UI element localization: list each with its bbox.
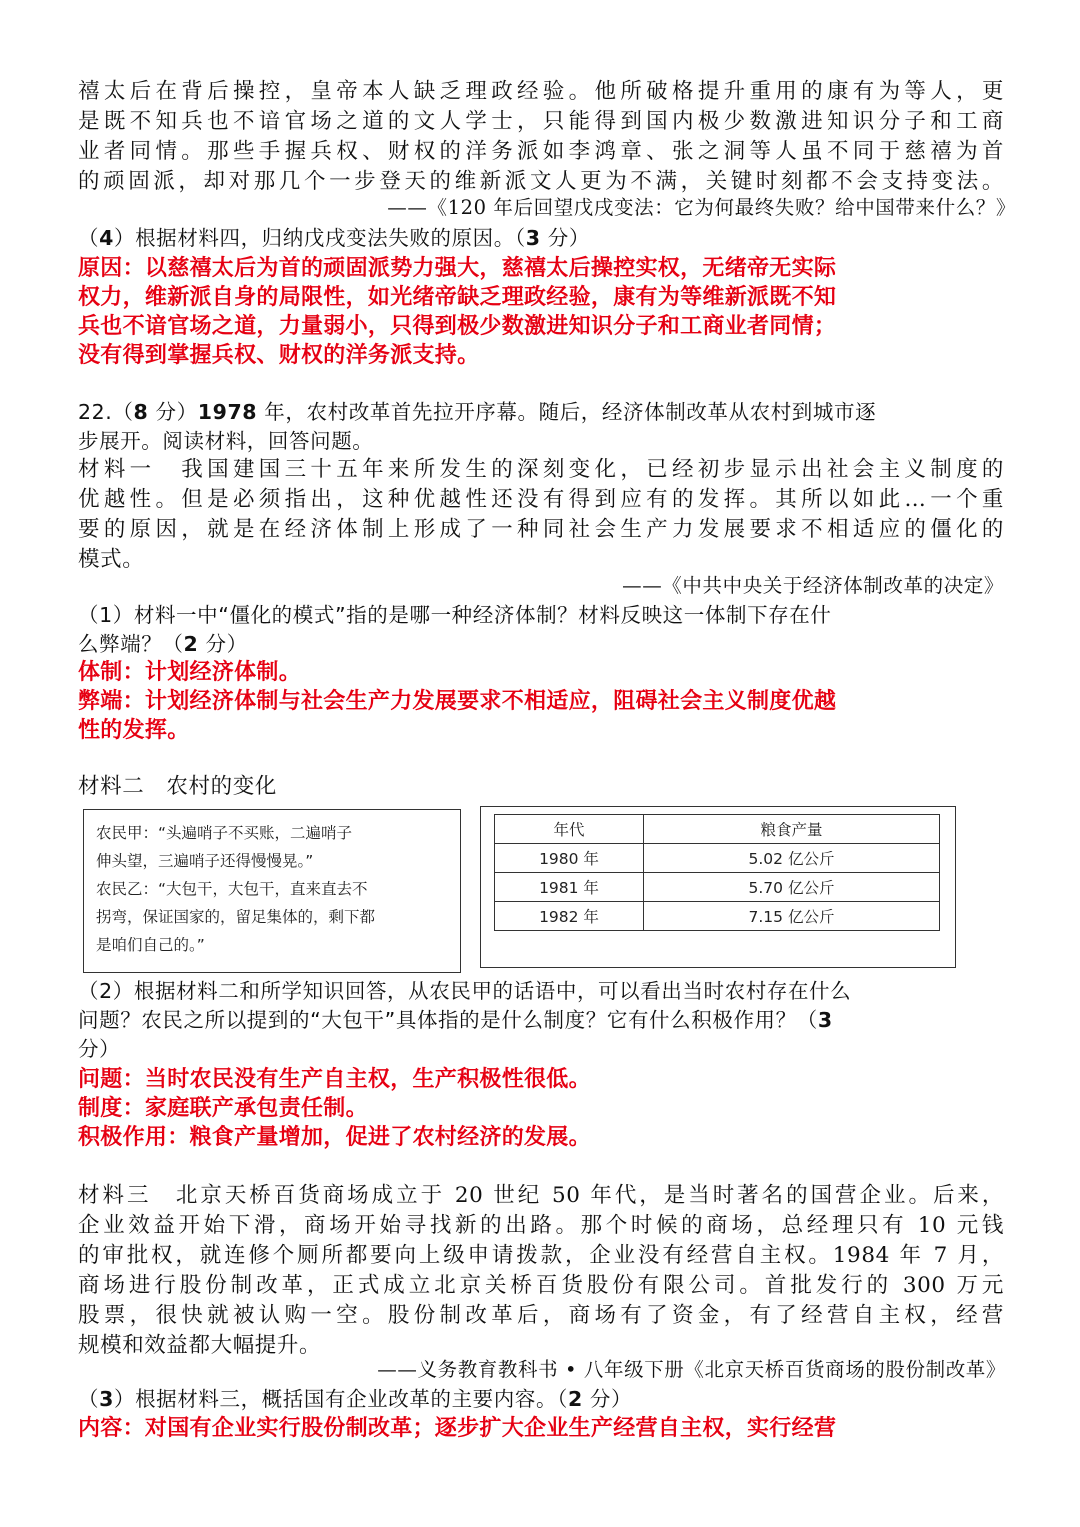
q-year: 1978 [197, 400, 258, 424]
table-cell: 7.15 亿公斤 [644, 902, 940, 931]
answer-22-2 [78, 1065, 1004, 1152]
q-score: 3 [525, 226, 541, 250]
table-cell: 1982 年 [495, 902, 644, 931]
table-row [495, 873, 940, 902]
question-22-2-line3: 分） [78, 1037, 121, 1061]
answer-line: 没有得到掌握兵权、财权的洋务派支持。 [78, 343, 480, 368]
table-cell: 5.70 亿公斤 [644, 873, 940, 902]
answer-22-3 [78, 1414, 1004, 1443]
q-text: ）根据材料四，归纳戊戌变法失败的原因。（ [113, 226, 526, 250]
quote-line: 农民乙：“大包干，大包干，直来直去不 [96, 880, 368, 898]
answer-line: 积极作用：粮食产量增加，促进了农村经济的发展。 [78, 1125, 591, 1150]
table-header-row [495, 815, 940, 844]
q-score: 2 [183, 632, 199, 656]
q-text: 分） [540, 226, 590, 250]
q-text: 分） [582, 1387, 633, 1411]
question-22-1: （1）材料一中“僵化的模式”指的是哪一种经济体制？材料反映这一体制下存在什 [78, 603, 832, 627]
text-line: 企业效益开始下滑，商场开始寻找新的出路。那个时候的商场，总经理只有 10 元钱 [78, 1213, 1004, 1238]
question-22-1-line2 [78, 629, 1004, 659]
answer-line: 兵也不谙官场之道，力量弱小，只得到极少数激进知识分子和工商业者同情； [78, 314, 837, 339]
q-text: 分） [148, 400, 198, 424]
grain-output-table [494, 814, 940, 931]
column-header: 粮食产量 [644, 815, 940, 844]
farmer-quotes-box [83, 809, 461, 973]
question-22-header-line2: 步展开。阅读材料，回答问题。 [78, 429, 374, 453]
question-22-3 [78, 1384, 1004, 1414]
text-line: 业者同情。那些手握兵权、财权的洋务派如李鸿章、张之洞等人虽不同于慈禧为首 [78, 139, 1004, 164]
q-score: 2 [567, 1387, 583, 1411]
material1 [78, 455, 1004, 575]
material2-title: 材料二 农村的变化 [78, 774, 277, 799]
text-line: 是既不知兵也不谙官场之道的文人学士，只能得到国内极少数激进知识分子和工商 [78, 109, 1004, 134]
answer-line: 体制：计划经济体制。 [78, 660, 302, 685]
q-score: 3 [817, 1008, 833, 1032]
table-cell: 5.02 亿公斤 [644, 844, 940, 873]
q-text: （ [78, 1387, 100, 1411]
text-line: 禧太后在背后操控，皇帝本人缺乏理政经验。他所破格提升重用的康有为等人，更 [78, 79, 1004, 104]
material3-source: ——义务教育教科书 • 八年级下册《北京天桥百货商场的股份制改革》 [377, 1358, 1006, 1381]
column-header: 年代 [495, 815, 644, 844]
text-line: 材料一 我国建国三十五年来所发生的深刻变化，已经初步显示出社会主义制度的 [78, 457, 1004, 482]
q-text: 分） [198, 632, 248, 656]
material1-source: ——《中共中央关于经济体制改革的决定》 [622, 574, 1004, 597]
answer-line: 内容：对国有企业实行股份制改革；逐步扩大企业生产经营自主权，实行经营 [78, 1416, 837, 1441]
answer-line: 弊端：计划经济体制与社会生产力发展要求不相适应，阻碍社会主义制度优越 [78, 689, 837, 714]
q-text: （ [78, 226, 100, 250]
text-line: 商场进行股份制改革，正式成立北京关桥百货股份有限公司。首批发行的 300 万元 [78, 1273, 1004, 1298]
farmer-quotes [84, 810, 460, 959]
answer-line: 制度：家庭联产承包责任制。 [78, 1096, 368, 1121]
quote-line: 是咱们自己的。” [96, 936, 205, 954]
text-line: 的审批权，就连修个厕所都要向上级申请拨款，企业没有经营自主权。1984 年 7 月， [78, 1243, 1004, 1268]
table-cell: 1980 年 [495, 844, 644, 873]
text-line: 规模和效益都大幅提升。 [78, 1333, 322, 1358]
text-line: 优越性。但是必须指出，这种优越性还没有得到应有的发挥。其所以如此…一个重 [78, 487, 1004, 512]
table-cell: 1981 年 [495, 873, 644, 902]
answer-4 [78, 254, 1004, 370]
table-row [495, 902, 940, 931]
text-line: 的顽固派，却对那几个一步登天的维新派文人更为不满，关键时刻都不会支持变法。 [78, 169, 1004, 194]
material3 [78, 1181, 1004, 1361]
answer-line: 性的发挥。 [78, 718, 190, 743]
question-4 [78, 223, 1004, 253]
quote-line: 拐弯，保证国家的，留足集体的，剩下都 [96, 908, 376, 926]
q-number: 4 [99, 226, 114, 250]
text-line: 材料三 北京天桥百货商场成立于 20 世纪 50 年代，是当时著名的国营企业。后来， [78, 1183, 1004, 1208]
question-22-2-line2 [78, 1005, 1004, 1035]
q-text: 么弊端？（ [78, 632, 184, 656]
table-row [495, 844, 940, 873]
answer-line: 问题：当时农民没有生产自主权，生产积极性很低。 [78, 1067, 591, 1092]
answer-22-1 [78, 658, 1004, 745]
quote-line: 农民甲：“头遍哨子不买账，二遍哨子 [96, 824, 353, 842]
material4-source: ——《120 年后回望戊戌变法：它为何最终失败？给中国带来什么？》 [387, 196, 1016, 219]
q-score: 8 [133, 400, 149, 424]
answer-line: 原因：以慈禧太后为首的顽固派势力强大，慈禧太后操控实权，无绪帝无实际 [78, 256, 837, 281]
quote-line: 伸头望，三遍哨子还得慢慢晃。” [96, 852, 314, 870]
question-22-2: （2）根据材料二和所学知识回答，从农民甲的话语中，可以看出当时农村存在什么 [78, 979, 852, 1003]
q-text: 问题？农民之所以提到的“大包干”具体指的是什么制度？它有什么积极作用？（ [78, 1008, 818, 1032]
question-22-header [78, 397, 1004, 427]
text-line: 股票，很快就被认购一空。股份制改革后，商场有了资金，有了经营自主权，经营 [78, 1303, 1004, 1328]
text-line: 模式。 [78, 547, 145, 572]
answer-line: 权力，维新派自身的局限性，如光绪帝缺乏理政经验，康有为等维新派既不知 [78, 285, 837, 310]
q-text: 22.（ [78, 400, 134, 424]
q-text: 年，农村改革首先拉开序幕。随后，经济体制改革从农村到城市逐 [257, 400, 877, 424]
material4-text [78, 77, 1004, 197]
q-number: 3 [99, 1387, 114, 1411]
q-text: ）根据材料三，概括国有企业改革的主要内容。（ [113, 1387, 568, 1411]
text-line: 要的原因，就是在经济体制上形成了一种同社会生产力发展要求不相适应的僵化的 [78, 517, 1004, 542]
